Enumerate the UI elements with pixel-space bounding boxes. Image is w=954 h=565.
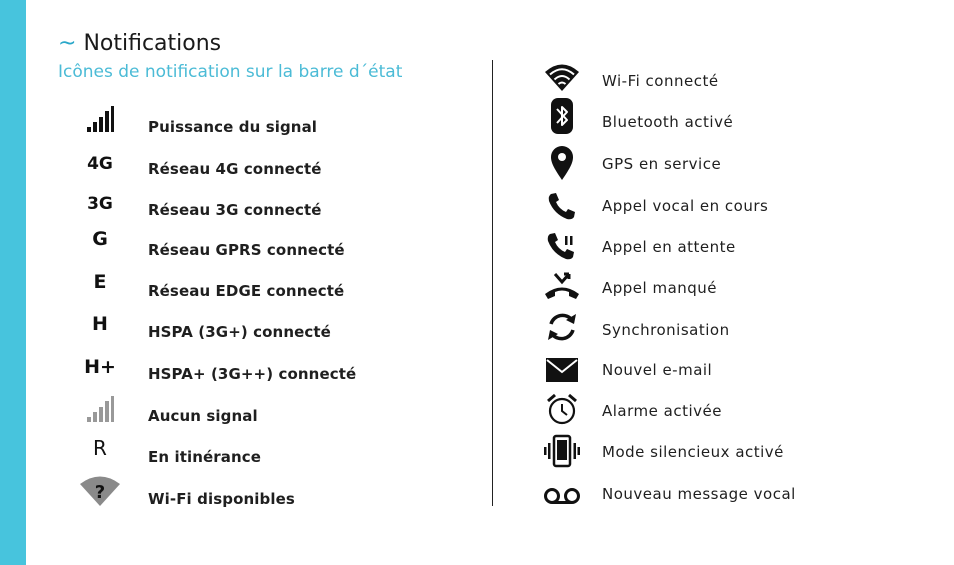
svg-text:?: ? <box>94 482 106 503</box>
list-item-label: Puissance du signal <box>148 118 318 136</box>
title-tilde: ~ <box>58 31 77 56</box>
network-gprs-icon: G <box>92 228 108 250</box>
list-item-label: Appel vocal en cours <box>602 197 769 215</box>
call-on-hold-icon <box>540 229 584 263</box>
list-item-label: En itinérance <box>148 448 262 466</box>
sync-icon <box>540 310 584 344</box>
email-icon <box>540 353 584 387</box>
title-text: Notifications <box>83 31 222 56</box>
roaming-icon: R <box>93 436 107 460</box>
list-item-label: Wi-Fi disponibles <box>148 490 295 508</box>
list-item-label: Nouvel e-mail <box>602 361 713 379</box>
list-item-label: Réseau EDGE connecté <box>148 282 345 300</box>
bluetooth-icon <box>540 99 584 133</box>
list-item-label: Réseau 4G connecté <box>148 160 322 178</box>
list-item-label: Synchronisation <box>602 321 730 339</box>
list-item-label: Nouveau message vocal <box>602 485 796 503</box>
network-edge-icon: E <box>93 271 107 293</box>
phone-call-icon <box>540 189 584 223</box>
wifi-connected-icon <box>540 60 584 94</box>
column-divider <box>492 60 493 506</box>
no-signal-icon <box>78 393 122 425</box>
alarm-clock-icon <box>540 392 584 426</box>
list-item-label: Réseau 3G connecté <box>148 201 322 219</box>
signal-strength-icon <box>78 103 122 135</box>
network-3g-icon: 3G <box>87 194 113 214</box>
list-item-label: GPS en service <box>602 155 722 173</box>
missed-call-icon <box>540 270 584 304</box>
vibrate-mode-icon <box>540 434 584 468</box>
accent-side-bar <box>0 0 26 565</box>
list-item-label: Appel manqué <box>602 279 718 297</box>
section-subtitle: Icônes de notification sur la barre d´état <box>58 62 403 82</box>
network-hspa-icon: H <box>92 313 108 335</box>
list-item-label: HSPA (3G+) connecté <box>148 323 331 341</box>
network-hspa-plus-icon: H+ <box>84 356 116 378</box>
list-item-label: Alarme activée <box>602 402 722 420</box>
list-item-label: Appel en attente <box>602 238 736 256</box>
list-item-label: Aucun signal <box>148 407 258 425</box>
page-title <box>58 31 221 56</box>
list-item-label: Mode silencieux activé <box>602 443 784 461</box>
list-item-label: Wi-Fi connecté <box>602 72 719 90</box>
list-item-label: Réseau GPRS connecté <box>148 241 345 259</box>
wifi-available-icon <box>78 474 122 508</box>
network-4g-icon: 4G <box>87 154 113 174</box>
list-item-label: Bluetooth activé <box>602 113 734 131</box>
gps-pin-icon <box>540 146 584 180</box>
voicemail-icon <box>540 479 584 513</box>
list-item-label: HSPA+ (3G++) connecté <box>148 365 357 383</box>
